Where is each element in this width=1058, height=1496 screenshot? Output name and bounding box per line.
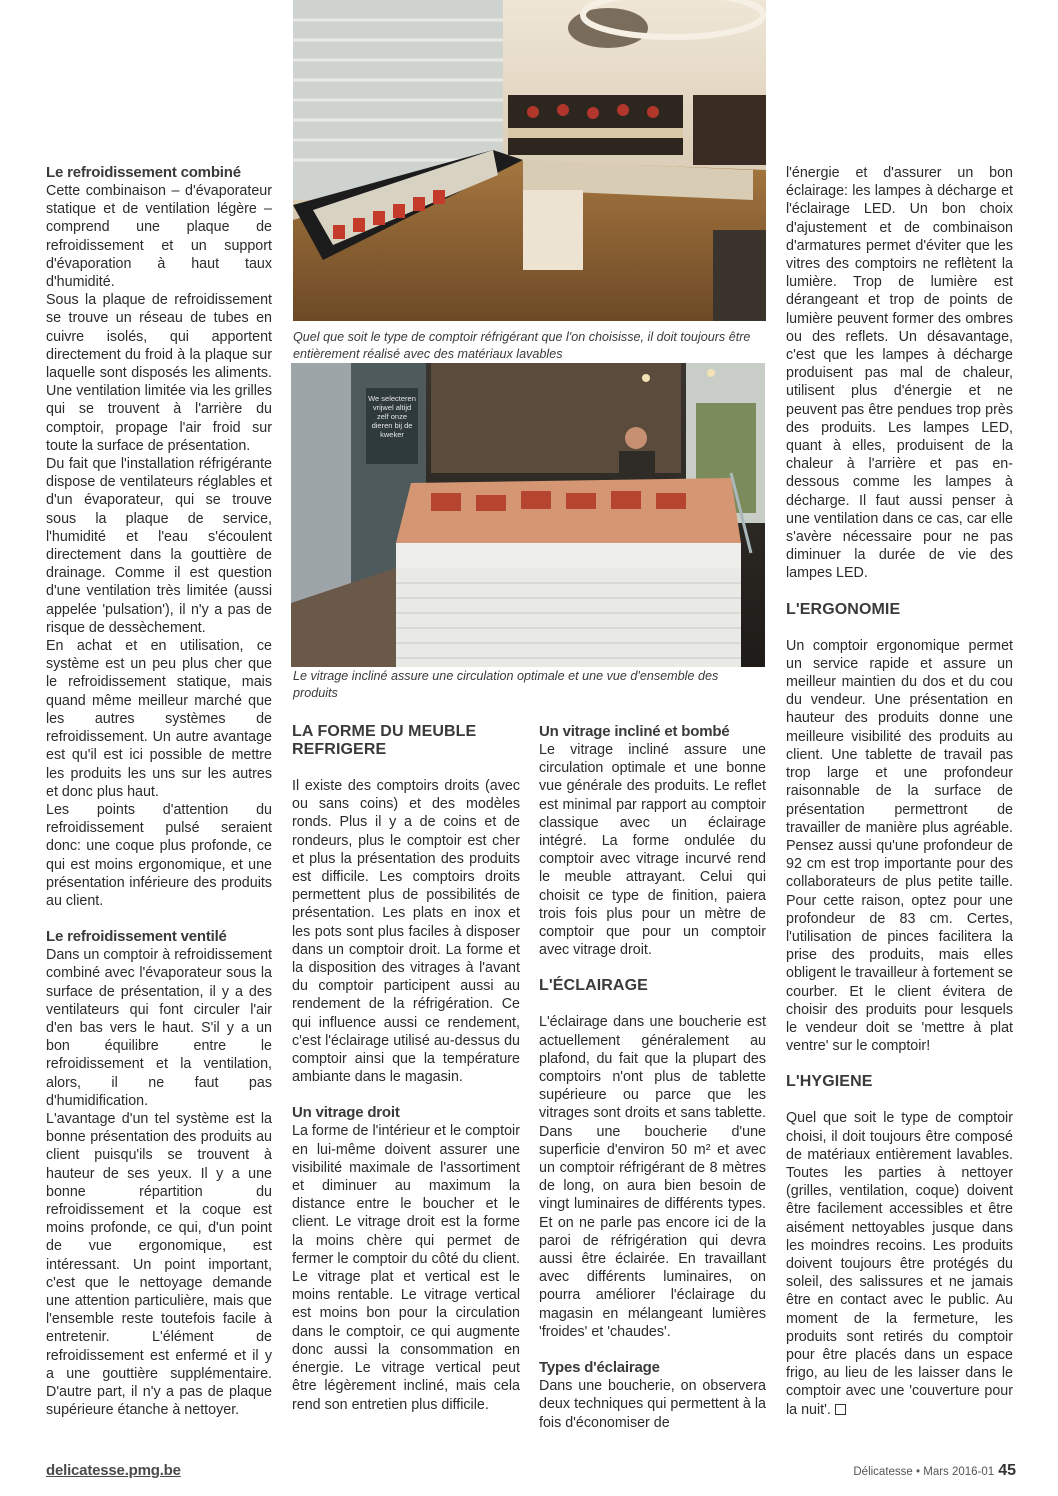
paragraph: En achat et en utilisation, ce système est un peu plus cher que le refroidissement statique, mais quand même meilleur marché que les autres systèmes de refroidissement. Un autre avantage est qu'il est ici possible de mettre les produits les uns sur les autres et donc plus haut. (46, 638, 272, 800)
photo-butcher-shop-interior (293, 0, 766, 321)
counter-illustration (291, 363, 765, 667)
section-heading-hygiene: L'HYGIENE (786, 1073, 873, 1091)
section-heading-forme: LA FORME DU MEUBLE REFRIGERE (292, 723, 477, 758)
paragraph: Quel que soit le type de comptoir choisi, il doit toujours être composé de matériaux entièrement lavables. Toutes les parties à nettoyer (grilles, ventilation, coque) doivent être facilement accessibles et être aisément nettoyables jusque dans les moindres recoins. Les produits doivent toujours être protégés du soleil, des salissures et ne jamais être en contact avec le public. Au moment de la fermeture, les produits sont retirés du comptoir pour être placés dans un espace frigo, au lieu de les laisser dans le comptoir avec une 'couverture pour la nuit'. (786, 1110, 1013, 1418)
section-heading-eclairage: L'ÉCLAIRAGE (539, 977, 648, 995)
shop-interior-illustration (293, 0, 766, 321)
paragraph: Les points d'attention du refroidissement pulsé seraient donc: une coque plus profonde, ce qui est moins ergonomique, et une présentation inférieure des produits au client. (46, 801, 272, 909)
section-heading-ergonomie: L'ERGONOMIE (786, 600, 901, 618)
footer-issue (853, 1462, 1016, 1480)
paragraph: Sous la plaque de refroidissement se trouve un réseau de tubes en cuivre isolés, qui apportent directement du froid à la plaque sur laquelle sont disposés les aliments. Une ventilation limitée via les grilles qui se trouvent à l'arrière du comptoir, propage l'air froid sur toute la surface de présentation. (46, 292, 272, 454)
heading-vitrage-droit: Un vitrage droit (292, 1104, 400, 1122)
paragraph: La forme de l'intérieur et le comptoir en lui-même doivent assurer une visibilité maximale de l'assortiment et diminuer au maximum la distance entre le boucher et le client. Le vitrage droit est la forme la moins chère qui permet de fermer le comptoir du côté du client. Le vitrage plat et vertical est le moins rentable. Le vitrage vertical est moins bon pour la circulation dans le comptoir, ce qui augmente donc aussi la consommation en énergie. Le vitrage vertical peut être légèrement incliné, mais cela rend son entretien plus difficile. (292, 1123, 520, 1413)
paragraph: L'avantage d'un tel système est la bonne présentation des produits au client puisqu'ils se trouvent à hauteur de ses yeux. Il y a une bonne répartition du refroidissement et la coque est moins profonde, ce qui, d'un point de vue ergonomique, est intéressant. Un point important, c'est que le nettoyage demande une attention particulière, mais que l'ensemble reste toutefois facile à entretenir. L'élément de refroidissement est enfermé et il y a une gouttière supplémentaire. D'autre part, il n'y a pas de plaque supérieure étanche à nettoyer. (46, 1110, 272, 1419)
photo-inclined-glass-counter (291, 363, 765, 667)
heading-vitrage-incline: Un vitrage incliné et bombé (539, 723, 730, 740)
photo-caption-2: Le vitrage incliné assure une circulation optimale et une vue d'ensemble des produits (293, 669, 719, 700)
paragraph: l'énergie et d'assurer un bon éclairage: les lampes à décharge et l'éclairage LED. Un bon choix d'ajustement et de combinaison d'armatures permet d'éviter que les vitres des comptoirs ne reflètent la lumière. Trop de lumière est dérangeant et trop de points de lumière peuvent former des ombres ou des reflets. Un désavantage, c'est que les lampes à décharge produisent pas mal de chaleur, utilisent plus d'énergie et ne peuvent pas être pendues trop près des produits. Les lampes LED, quant à elles, produisent de la chaleur à l'arrière et pas en-dessous comme les lampes à décharge. Il faut aussi penser à une ventilation dans ce cas, car elle s'avère nécessaire pour ne pas diminuer la durée de vie des lampes LED. (786, 165, 1013, 582)
sign-board (366, 388, 418, 464)
paragraph: Cette combinaison – d'évaporateur statique et de ventilation légère – comprend une plaque de refroidissement et un support d'évaporation à haut taux d'humidité. (46, 183, 272, 291)
paragraph: Il existe des comptoirs droits (avec ou sans coins) et des modèles ronds. Plus il y a de coins et de rondeurs, plus le comptoir est cher et plus la présentation des produits est difficile. Les comptoirs droits permettent plus de possibilités de présentation. Les plats en inox et les pots sont plus faciles à disposer dans un comptoir droit. La forme et la disposition des vitrages à l'avant du comptoir participent aussi au rendement de la réfrigération. Ce qui influence aussi ce rendement, c'est l'éclairage utilisé au-dessus du comptoir ainsi que la température ambiante dans le magasin. (292, 778, 520, 1086)
paragraph: Le vitrage incliné assure une circulation optimale et une bonne vue générale des produits. Le reflet est minimal par rapport au comptoir classique avec un éclairage intégré. La forme ondulée du comptoir avec vitrage incurvé rend le meuble attrayant. Celui qui choisit ce type de finition, paiera trois fois plus pour un mètre de comptoir que pour un comptoir avec vitrage droit. (539, 742, 766, 959)
column-3 (539, 723, 766, 1432)
column-1 (46, 164, 272, 1419)
heading-refroidissement-combine: Le refroidissement combiné (46, 164, 241, 181)
end-of-article-square-icon (835, 1404, 846, 1415)
page-number: 45 (998, 1462, 1016, 1479)
footer-issue-text: Délicatesse • Mars 2016-01 (853, 1466, 995, 1478)
paragraph: Un comptoir ergonomique permet un service rapide et assure un meilleur maintien du dos et du cou du vendeur. Une présentation en hauteur des produits donne une meilleure visibilité des produits au client. Une tablette de travail pas trop large et une profondeur raisonnable de la surface de présentation permettront de travailler de manière plus agréable. Pensez aussi qu'une profondeur de 92 cm est trop importante pour des collaborateurs de plus petite taille. Pour cette raison, optez pour une profondeur de 83 cm. Certes, l'utilisation de pinces facilitera la prise des produits, mais elles obligent le travailleur à fortement se courber. Et le client évitera de choisir des produits pour lesquels le vendeur doit se 'mettre à plat ventre' sur le comptoir! (786, 637, 1013, 1055)
paragraph: Du fait que l'installation réfrigérante dispose de ventilateurs réglables et d'un évaporateur, qui se trouve sous la plaque de service, l'humidité et l'eau s'écoulent directement dans la gouttière de drainage. Comme il est question d'une ventilation très limitée (aussi appelée 'pulsation'), il n'y a pas de risque de dessèchement. (46, 456, 272, 636)
photo-caption-1: Quel que soit le type de comptoir réfrigérant que l'on choisisse, il doit toujours être entièrement réalisé avec des matériaux lavables (293, 330, 751, 361)
paragraph: Dans un comptoir à refroidissement combiné avec l'évaporateur sous la surface de présentation, il y a des ventilateurs qui font circuler l'air d'en bas vers le haut. S'il y a un bon équilibre entre le refroidissement et la ventilation, alors, il ne faut pas d'humidification. (46, 947, 272, 1109)
column-2 (292, 723, 520, 1414)
footer-website-link[interactable]: delicatesse.pmg.be (46, 1462, 181, 1479)
heading-refroidissement-ventile: Le refroidissement ventilé (46, 928, 227, 946)
paragraph: Dans une boucherie, on observera deux techniques qui permettent à la fois d'économiser de (539, 1378, 766, 1431)
column-4 (786, 164, 1013, 1419)
heading-types-eclairage: Types d'éclairage (539, 1359, 660, 1377)
sign-text: We selecteren vrijwel altijd zelf onze dieren bij de kweker (368, 394, 416, 439)
paragraph: L'éclairage dans une boucherie est actuellement généralement au plafond, du fait que la plupart des comptoirs n'ont plus de tablette supérieure ou parce que les vitrages sont droits et sans tablette. Dans une boucherie d'une superficie d'environ 50 m² et avec un comptoir réfrigérant de 8 mètres de long, on aura bien besoin de vingt luminaires de différents types. Et on ne parle pas encore ici de la paroi de réfrigération qui devra aussi être éclairée. En travaillant avec différents luminaires, on pourra améliorer l'éclairage du magasin en mélangeant lumières 'froides' et 'chaudes'. (539, 1014, 766, 1340)
